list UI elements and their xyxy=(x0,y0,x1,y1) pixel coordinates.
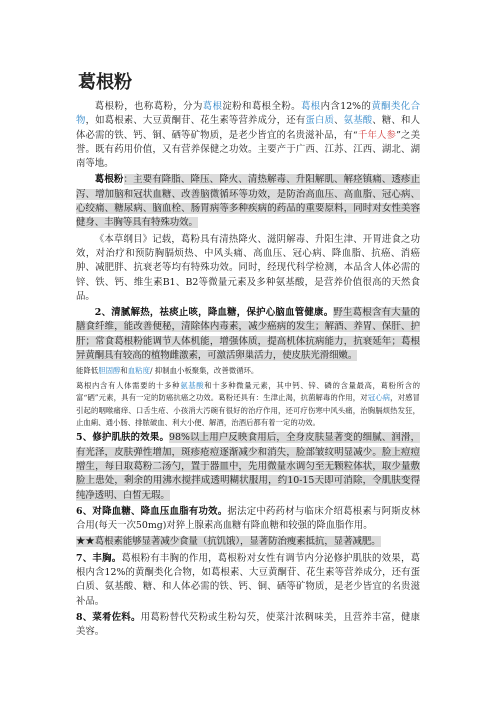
link-flavonoids[interactable]: 黄酮类化合物 xyxy=(76,101,420,127)
link-gegen-2[interactable]: 葛根 xyxy=(300,101,321,112)
text-span: 、糖、和人体必需的铁、钙、铜、硒等矿物质，是老少皆宜的名贵滋补品，有“ xyxy=(76,115,420,141)
text-span: ，如葛根素、大豆黄酮苷、花生素等营养成分，还有 xyxy=(85,115,306,127)
paragraph-intro xyxy=(76,100,420,171)
text-span: 葛根粉，也称葛粉，分为 xyxy=(94,101,203,112)
text-span: 用葛粉替代芡粉或生粉勾芡，使菜汁浓稠味美，且营养丰富，健康美容。 xyxy=(76,611,420,638)
highlighted-text: ★★葛根素能够显著减少食量（抗饥饿），显著防治瘦素抵抗，显著减肥。 xyxy=(76,536,381,548)
text-span: / 抑制血小板聚集，改善微循环。 xyxy=(149,366,259,376)
link-coronary[interactable]: 冠心病 xyxy=(367,393,391,403)
paragraph-item-2 xyxy=(76,306,420,363)
text-span: 淀粉和葛根全粉。 xyxy=(222,101,301,112)
bold-heading: 8、菜肴佐料。 xyxy=(76,611,141,623)
paragraph-functions xyxy=(76,173,420,230)
bold-heading: 7、丰胸。 xyxy=(76,552,122,564)
link-gegen-1[interactable]: 葛根 xyxy=(202,101,223,112)
text-span: 和十多种微量元素，其中钙、锌、磷的含量最高，葛粉所含的富“硒”元素，具有一定的防癌抗癌之功效。葛粉还具有：生津止渴，抗菌解毒的作用，对 xyxy=(76,380,420,403)
highlight-ginseng: 千年人参 xyxy=(357,129,397,141)
article-body xyxy=(76,100,420,642)
highlighted-text: 野生葛根含有大量的膳食纤维，能改善便秘，清除体内毒素，减少癌病的发生；解酒、养胃、保肝、护肝；常食葛根粉能调节人体机能，增强体质，提高机体抗病能力，抗衰延年；葛根异黄酮具有较高的植物雌激素，可激活卵巢活力，使皮肤光滑细嫩。 xyxy=(76,307,420,362)
paragraph-item-5 xyxy=(76,431,420,502)
bold-heading: 2、清腻解热，祛痰止咳，降血糖，保护心脑血管健康。 xyxy=(94,307,334,319)
paragraph-item-7 xyxy=(76,552,420,609)
paragraph-nutrients xyxy=(76,380,420,430)
bold-heading: 6、对降血糖、降血压血脂有功效。 xyxy=(76,505,228,517)
paragraph-item-6 xyxy=(76,505,420,534)
text-span: 葛根内含有人体需要的十多种 xyxy=(76,380,181,390)
text-span: ”之美誉。既有药用价值，又有营养保健之功效。主要产于广西、江苏、江西、湖北、湖南等地。 xyxy=(76,129,420,170)
page-title: 葛根粉 xyxy=(78,72,132,93)
paragraph-cholesterol xyxy=(76,365,420,377)
paragraph-item-8 xyxy=(76,611,420,640)
text-span: ，对感冒引起的咽喉痛痒、口舌生疮、小孩消大汚碗有很好的治疗作用，还可疗伤寒中风头痛，治胸膈烦热发狂，止血痢、通小肠、排脓破血、利大小便、解酒，治酒后都有着一定的功效。 xyxy=(76,393,420,427)
text-span: 、 xyxy=(334,115,344,127)
link-amino-acid-2[interactable]: 氨基酸 xyxy=(180,380,205,390)
link-protein[interactable]: 蛋白质 xyxy=(305,115,335,127)
text-span: 内含12%的 xyxy=(320,101,372,112)
text-span: 和 xyxy=(120,366,128,376)
bold-heading: 葛根粉 xyxy=(94,174,124,186)
link-blood-viscosity[interactable]: 血粘度 xyxy=(127,366,150,376)
highlighted-text: 98%以上用户反映食用后，全身皮肤显著变的细腻、润滑，有光泽，皮肤弹性增加，斑疹疮痘逐渐减少和消失，脸部皱纹明显减少。脸上痘痘增生，每日取葛粉二汤勺，置于器皿中，先用微量水调匀至无颗粒体状，取少量敷脸上患处，剩余的用沸水搅拌成透明糊状服用，约10-15天即可消除，令肌肤变得纯净透明、白皙无瑕。 xyxy=(76,432,420,501)
highlighted-text: ：主要有降脂、降压、降火、清热解毒、升阳解肌、解痉镇痛、透疹止泻、增加脑和冠状血糖、改善脑微循环等功效，是防治高血压、高血脂、冠心病、心绞痛、糖尿病、脑血栓、肠胃病等多种疾病的药品的重要原料，同时对女性美容健身、丰胸等具有特殊功效。 xyxy=(76,174,420,229)
link-amino-acid[interactable]: 氨基酸 xyxy=(343,115,373,127)
text-span: 据法定中药药材与临床介绍葛根素与阿斯皮林合用(每天一次50mg)对猝上腺素高血糖有降血糖和较强的降血脂作用。 xyxy=(76,505,420,532)
paragraph-bencao: 《本草纲目》记载，葛粉具有清热降火、滋阴解毒、升阳生津、开胃进食之功效，对治疗和预防胸膈烦热、中风头痛、高血压、冠心病、降血脂、抗癌、消癌肿、减肥胖、抗衰老等均有特殊功效。同时，经现代科学检测，本品含人体必需的锌、铁、钙、维生素B1、B2等微量元素及多种氨基酸，是营养价值很高的天然食品。 xyxy=(76,233,420,302)
paragraph-stars xyxy=(76,535,420,549)
link-cholesterol[interactable]: 胆固醇 xyxy=(98,366,121,376)
text-span: 能降低 xyxy=(76,366,99,376)
bold-heading: 5、修护肌肤的效果。 xyxy=(76,432,170,444)
text-span: 葛根粉有丰胸的作用，葛根粉对女性有调节内分泌修护肌肤的效果，葛根内含12%的黄酮类化合物，如葛根素、大豆黄酮苷、花生素等营养成分，还有蛋白质、氨基酸、糖、和人体必需的铁、钙、铜、硒等矿物质，是老少皆宜的名贵滋补品。 xyxy=(76,552,420,607)
